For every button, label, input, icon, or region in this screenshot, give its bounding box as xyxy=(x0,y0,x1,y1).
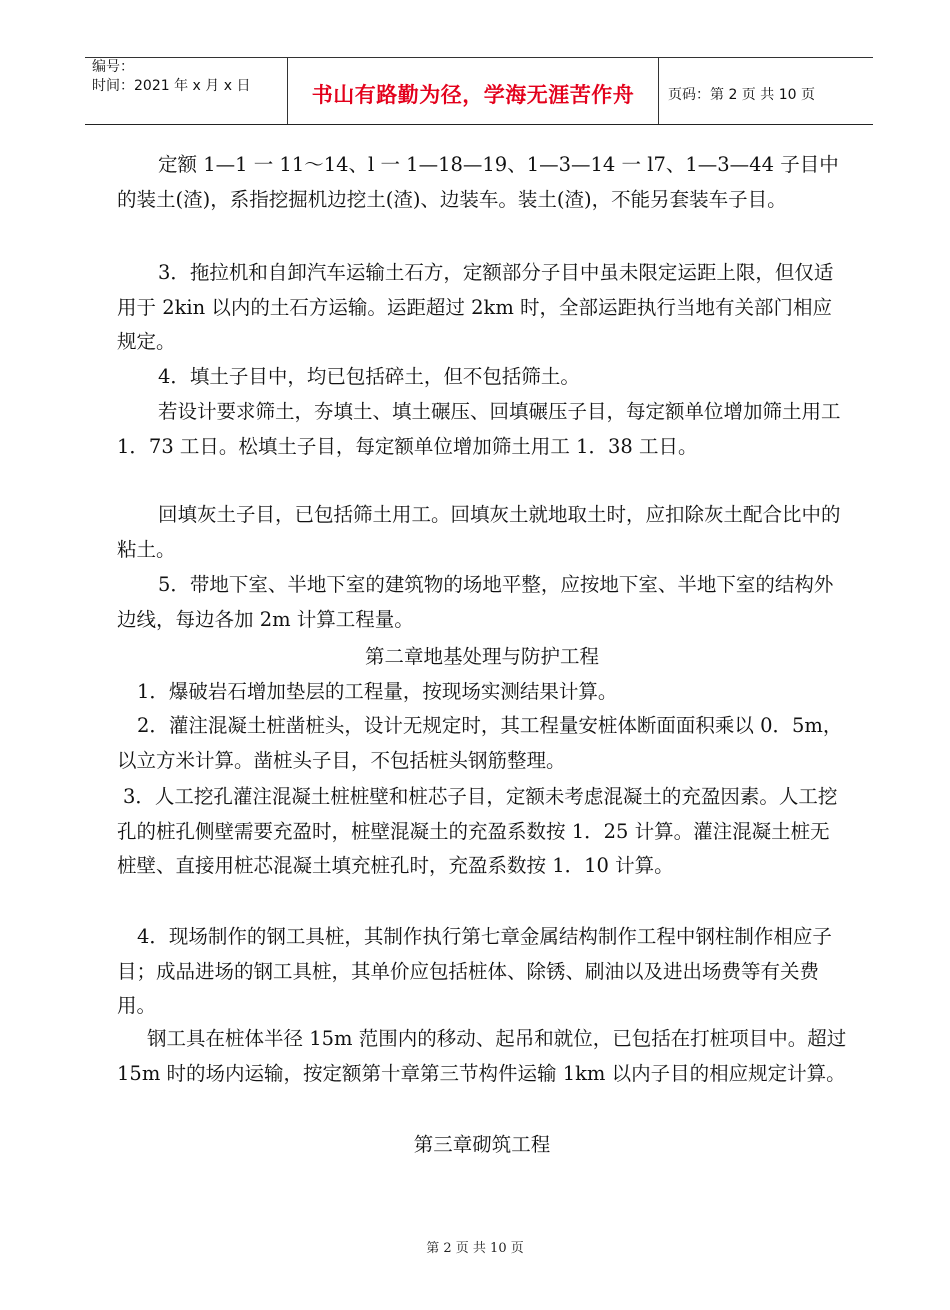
header-meta xyxy=(92,58,250,96)
header-motto: 书山有路勤为径，学海无涯苦作舟 xyxy=(311,83,635,107)
paragraph-c2-item4: 4．现场制作的钢工具桩，其制作执行第七章金属结构制作工程中钢柱制作相应子目；成品进场的钢工具桩，其单价应包括桩体、除锈、刷油以及进出场费等有关费用。 xyxy=(117,925,832,1018)
paragraph-c2-item1: 1．爆破岩石增加垫层的工程量，按现场实测结果计算。 xyxy=(137,680,618,703)
doc-number-label: 编号： xyxy=(92,59,134,75)
paragraph-c2-item3: 3．人工挖孔灌注混凝土桩桩壁和桩芯子目，定额未考虑混凝土的充盈因素。人工挖孔的桩孔侧壁需要充盈时，桩壁混凝土的充盈系数按 1．25 计算。灌注混凝土桩无桩壁、直接用桩芯混凝土填充桩孔时，充盈系数按 1．10 计算。 xyxy=(117,785,838,878)
paragraph-transport-distance: 3．拖拉机和自卸汽车运输土石方，定额部分子目中虽未限定运距上限，但仅适用于 2kin 以内的土石方运输。运距超过 2km 时，全部运距执行当地有关部门相应规定。 xyxy=(117,261,834,354)
paragraph-c2-steel-pile: 钢工具在桩体半径 15m 范围内的移动、起吊和就位，已包括在打桩项目中。超过 15m 时的场内运输，按定额第十章第三节构件运输 1km 以内子目的相应规定计算。 xyxy=(117,1027,847,1085)
paragraph-quota-loading: 定额 1—1 一 11～14、l 一 1—18—19、1—3—14 一 l7、1—3—44 子目中的装土(渣)，系指挖掘机边挖土(渣)、边装车。装土(渣)，不能另套装车子目。 xyxy=(117,153,839,211)
paragraph-lime-soil: 回填灰土子目，已包括筛土用工。回填灰土就地取土时，应扣除灰土配合比中的粘土。 xyxy=(117,503,841,561)
doc-time-label: 时间：2021 年 x 月 x 日 xyxy=(92,78,251,94)
paragraph-fill-soil: 4．填土子目中，均已包括碎土，但不包括筛土。 xyxy=(158,365,580,388)
header-page-info: 页码：第 2 页 共 10 页 xyxy=(668,87,815,103)
page-footer: 第 2 页 共 10 页 xyxy=(426,1241,524,1256)
paragraph-c2-item2: 2．灌注混凝土桩凿桩头，设计无规定时，其工程量安桩体断面面积乘以 0．5m，以立方米计算。凿桩头子目，不包括桩头钢筋整理。 xyxy=(117,714,843,772)
header-bottom-rule xyxy=(85,124,873,125)
header-divider-right xyxy=(658,57,659,124)
chapter-3-title: 第三章砌筑工程 xyxy=(413,1133,551,1156)
paragraph-screening-labor: 若设计要求筛土，夯填土、填土碾压、回填碾压子目，每定额单位增加筛土用工 1．73 工日。松填土子目，每定额单位增加筛土用工 1．38 工日。 xyxy=(117,400,841,458)
chapter-2-title: 第二章地基处理与防护工程 xyxy=(364,645,599,668)
paragraph-site-leveling: 5．带地下室、半地下室的建筑物的场地平整，应按地下室、半地下室的结构外边线，每边各加 2m 计算工程量。 xyxy=(117,573,834,631)
